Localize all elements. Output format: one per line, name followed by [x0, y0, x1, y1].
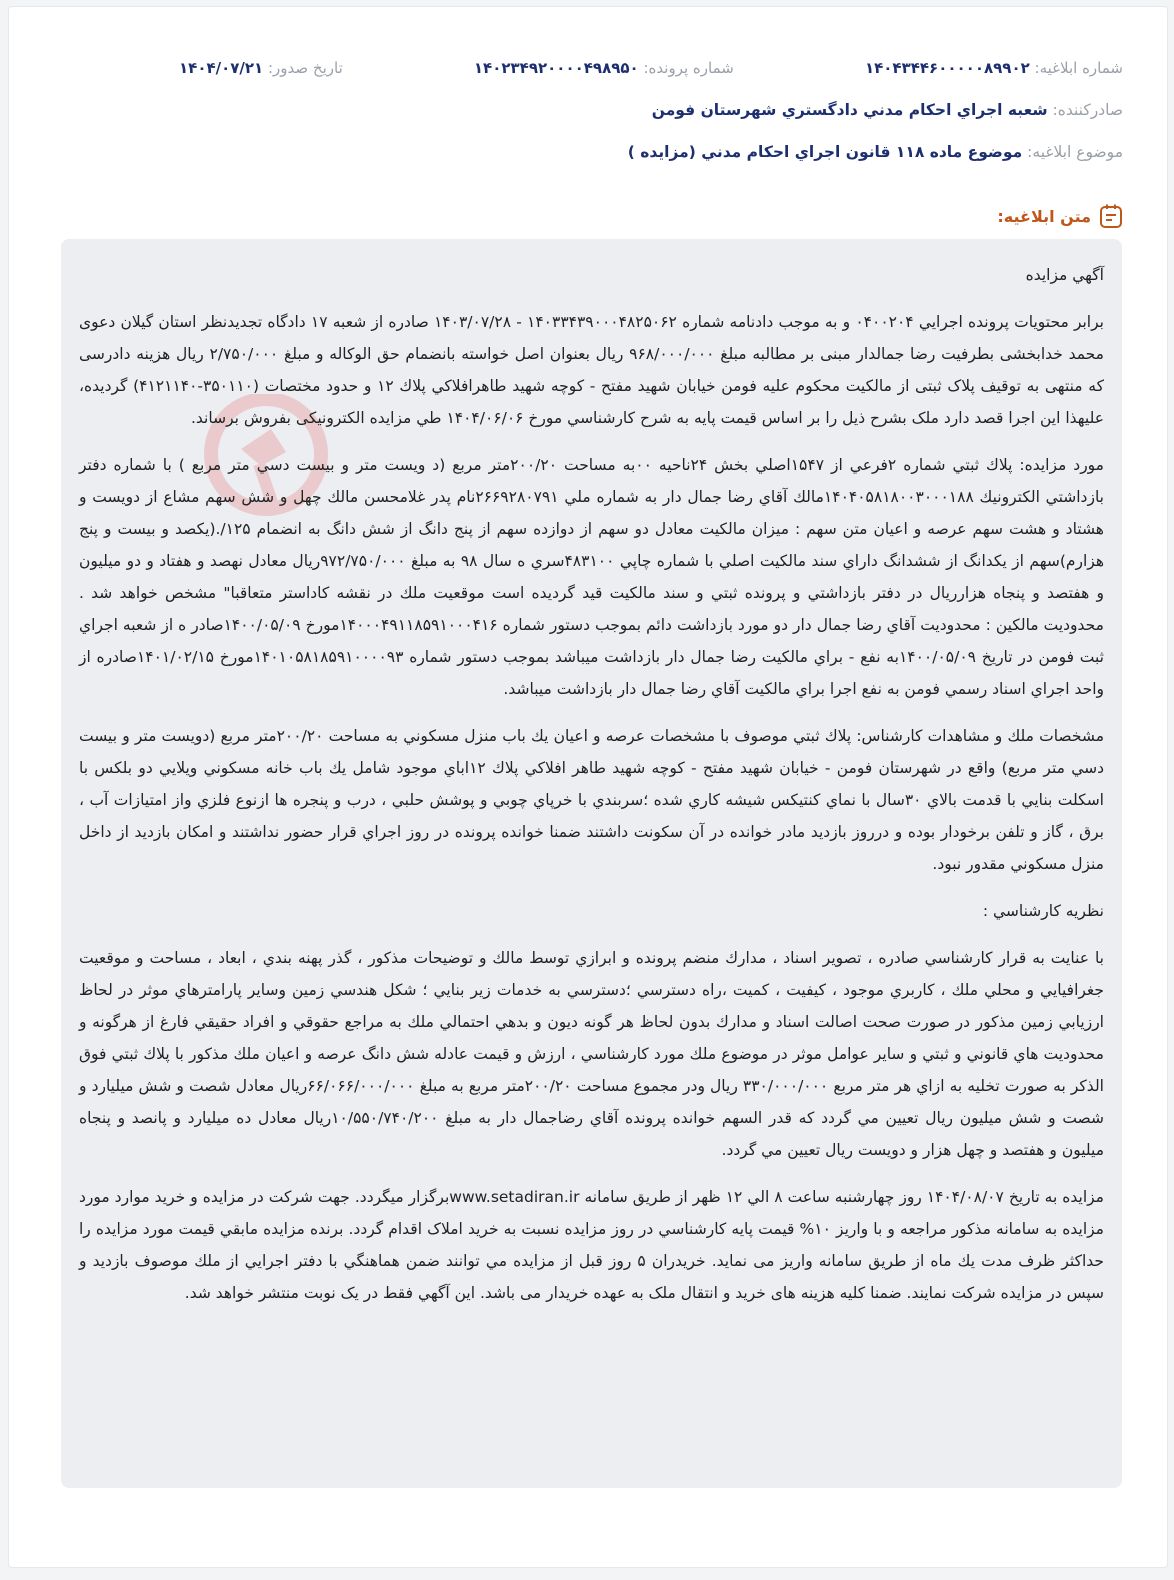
notice-page — [8, 6, 1168, 1568]
subject: موضوع ماده ۱۱۸ قانون اجراي احكام مدني (مزايده ) — [627, 143, 1023, 161]
notice-content — [61, 239, 1122, 1344]
notepad-icon — [1099, 203, 1123, 229]
notice-number-label: شماره ابلاغیه: — [1034, 59, 1123, 77]
notice-meta-row — [49, 59, 1123, 77]
subject-field — [628, 143, 1123, 161]
notice-number-field — [865, 59, 1123, 77]
issue-date: ۱۴۰۴/۰۷/۲۱ — [179, 59, 264, 77]
issuer-field — [652, 101, 1123, 119]
issuer-label: صادرکننده: — [1052, 101, 1123, 119]
issue-date-label: تاریخ صدور: — [268, 59, 343, 77]
notice-body-box — [61, 239, 1122, 1488]
issue-date-field — [179, 59, 343, 77]
section-title-text: متن ابلاغیه: — [997, 206, 1091, 226]
case-number-field — [474, 59, 734, 77]
subject-label: موضوع ابلاغیه: — [1027, 143, 1123, 161]
paragraph-auction-terms: مزايده به تاريخ ۱۴۰۴/۰۸/۰۷ روز چهارشنبه ساعت ۸ الي ۱۲ ظهر از طريق سامانه www.setadiran.irبرگزار ميگردد. جهت شركت در مزايده و خريد موارد مورد مزايده به سامانه مذكور مراجعه و با واريز ۱۰% قيمت پايه كارشناسي در روز مزايده نسبت به خريد املاک اقدام گردد. برنده مزايده مابقي قيمت مورد مزايده را حداكثر ظرف مدت يك ماه از طريق سامانه واريز می نمايد. خريدران ۵ روز قبل از مزايده مي توانند ضمن هماهنگي با دفتر اجرايي از ملك موصوف بازديد و سپس در مزايده شركت نمايند. ضمنا كليه هزينه های خريد و انتقال ملک به عهده خريدار می باشد. اين آگهي فقط در يک نوبت منتشر خواهد شد. — [79, 1188, 1104, 1302]
case-number: ۱۴۰۲۳۴۹۲۰۰۰۰۴۹۸۹۵۰ — [473, 59, 639, 77]
section-title — [997, 203, 1123, 229]
paragraph-property-specs: مشخصات ملك و مشاهدات كارشناس: پلاك ثبتي موصوف با مشخصات عرصه و اعيان يك باب منزل مسكوني به مساحت ۲۰۰/۲۰متر مربع (دويست متر و بيست دسي متر مربع) واقع در شهرستان فومن - خيابان شهيد مفتح - كوچه شهيد طاهر افلاكي پلاك ۱۲اباي موجود شامل يك باب خانه مسكوني ويلايي دو بلكس با اسكلت بنايي با قدمت بالاي ۳۰سال با نماي كنتيكس شيشه كاري شده ؛سربندي با خرپاي چوبي و پوشش حلبي ، درب و پنجره ها ازنوع فلزي واز امتيازات آب ، برق ، گاز و تلفن برخودار بوده و درروز بازديد مادر خوانده در آن سكونت داشتند ضمنا خوانده پرونده در روز اجراي قرار حضور نداشتند و امكان بازديد از داخل منزل مسكوني مقدور نبود. — [79, 727, 1105, 873]
notice-heading: آگهي مزايده — [1025, 266, 1104, 284]
paragraph-preamble: برابر محتويات پرونده اجرايي ۰۴۰۰۲۰۴ و به موجب دادنامه شماره ۱۴۰۳۳۴۳۹۰۰۰۴۸۲۵۰۶۲ - ۱۴۰۳/۰۷/۲۸ صادره از شعبه ۱۷ دادگاه تجديدنظر استان گيلان دعوی محمد خدابخشی بطرفيت رضا جمالدار مبنی بر مطالبه مبلغ ۹۶۸/۰۰۰/۰۰۰ ريال بعنوان اصل خواسته بانضمام حق الوكاله و مبلغ ۲/۷۵۰/۰۰۰ ريال هزينه دادرسی كه منتهی به توقيف پلاک ثبتی از مالكيت محكوم عليه فومن خيابان شهيد مفتح - كوچه شهيد طاهرافلاكي پلاك ۱۲ و حدود مختصات (۳۵۰۱۱۰-۴۱۲۱۱۴۰) گرديده، عليهذا اين اجرا قصد دارد ملک بشرح ذيل را بر اساس قيمت پايه به شرح كارشناسي مورخ ۱۴۰۴/۰۶/۰۶ طي مزايده الكترونيكی بفروش برساند. — [79, 313, 1104, 427]
notice-number: ۱۴۰۴۳۴۴۶۰۰۰۰۰۸۹۹۰۲ — [864, 59, 1030, 77]
paragraph-auction-item: مورد مزايده: پلاك ثبتي شماره ۲فرعي از ۱۵۴۷اصلي بخش ۲۴ناحيه ۰۰به مساحت ۲۰۰/۲۰متر مربع (د ويست متر و بيست دسي متر مربع ) با شماره دفتر بازداشتي الكترونيك ۱۴۰۴۰۵۸۱۸۰۰۳۰۰۰۱۸۸مالك آقاي رضا جمال دار به شماره ملي ۲۶۶۹۲۸۰۷۹۱نام پدر غلامحسن مالك چهل و شش سهم مشاع از دويست و هشتاد و هشت سهم عرصه و اعيان متن سهم : ميزان مالكيت معادل دو سهم از دوازده سهم از پنج دانگ از شش دانگ به انضمام ۱۲۵/.(يكصد و بيست و پنج هزارم)سهم از يكدانگ از ششدانگ داراي سند مالكيت اصلي با شماره چاپي ۴۸۳۱۰۰سري ه سال ۹۸ به مبلغ ۹۷۲/۷۵۰/۰۰۰ريال معادل نهصد و هفتاد و دو ميليون و هفتصد و پنجاه هزارريال در دفتر بازداشتي و پرونده ثبتي و سند مالكيت قيد گرديده است موقعيت ملك در نقشه كاداستر متعاقبا" مشخص خواهد شد . محدوديت مالكين : محدوديت آقاي رضا جمال دار دو مورد بازداشت دائم بموجب دستور شماره ۱۴۰۰۰۴۹۱۱۸۵۹۱۰۰۰۴۱۶مورخ ۱۴۰۰/۰۵/۰۹صادر ه از شعبه اجراي ثبت فومن در تاريخ ۱۴۰۰/۰۵/۰۹به نفع - براي مالكيت رضا جمال دار بازداشت ميباشد بموجب دستور شماره ۱۴۰۱۰۵۸۱۸۵۹۱۰۰۰۰۹۳مورخ ۱۴۰۱/۰۲/۱۵صادره از واحد اجراي اسناد رسمي فومن به نفع اجرا براي مالكيت آقاي رضا جمال دار بازداشت ميباشد. — [79, 456, 1104, 698]
issuer: شعبه اجراي احكام مدني دادگستري شهرستان فومن — [651, 101, 1048, 119]
paragraph-expert-opinion: با عنايت به قرار كارشناسي صادره ، تصوير اسناد ، مدارك منضم پرونده و ابرازي توسط مالك و توضيحات مذكور ، گذر پهنه بندي ، ابعاد ، مساحت و موقعيت جغرافيايي و محلي ملك ، كاربري موجود ، كيفيت ، كميت ،راه دسترسي ؛دسترسي به خدمات زير بنايي ؛ شكل هندسي زمين وساير پارامترهاي موثر در لحاظ ارزيابي زمين مذكور در صورت صحت اصالت اسناد و مدارك بدون لحاظ هر گونه ديون و بدهي احتمالي ملك به مراجع حقوقي و افراد حقيقي فارغ از هرگونه و محدوديت هاي قانوني و ثبتي و ساير عوامل موثر در موضوع ملك مورد كارشناسي ، ارزش و قيمت عادله شش دانگ عرصه و اعيان ملك مذكور با پلاك ثبتي فوق الذكر به صورت تخليه به ازاي هر متر مربع ۳۳۰/۰۰۰/۰۰۰ ريال ودر مجموع مساحت ۲۰۰/۲۰متر مربع به مبلغ ۶۶/۰۶۶/۰۰۰/۰۰۰ريال معادل شصت و شش ميليارد و شصت و شش ميليون ريال تعيين مي گردد كه قدر السهم خوانده پرونده آقاي رضاجمال دار به مبلغ ۱۰/۵۵۰/۷۴۰/۲۰۰ريال معادل ده ميليارد و پانصد و پنجاه ميليون و هفتصد و چهل هزار و دويست ريال تعيين مي گردد. — [79, 949, 1104, 1159]
expert-opinion-heading: نظريه كارشناسي : — [982, 902, 1104, 920]
case-number-label: شماره پرونده: — [643, 59, 734, 77]
